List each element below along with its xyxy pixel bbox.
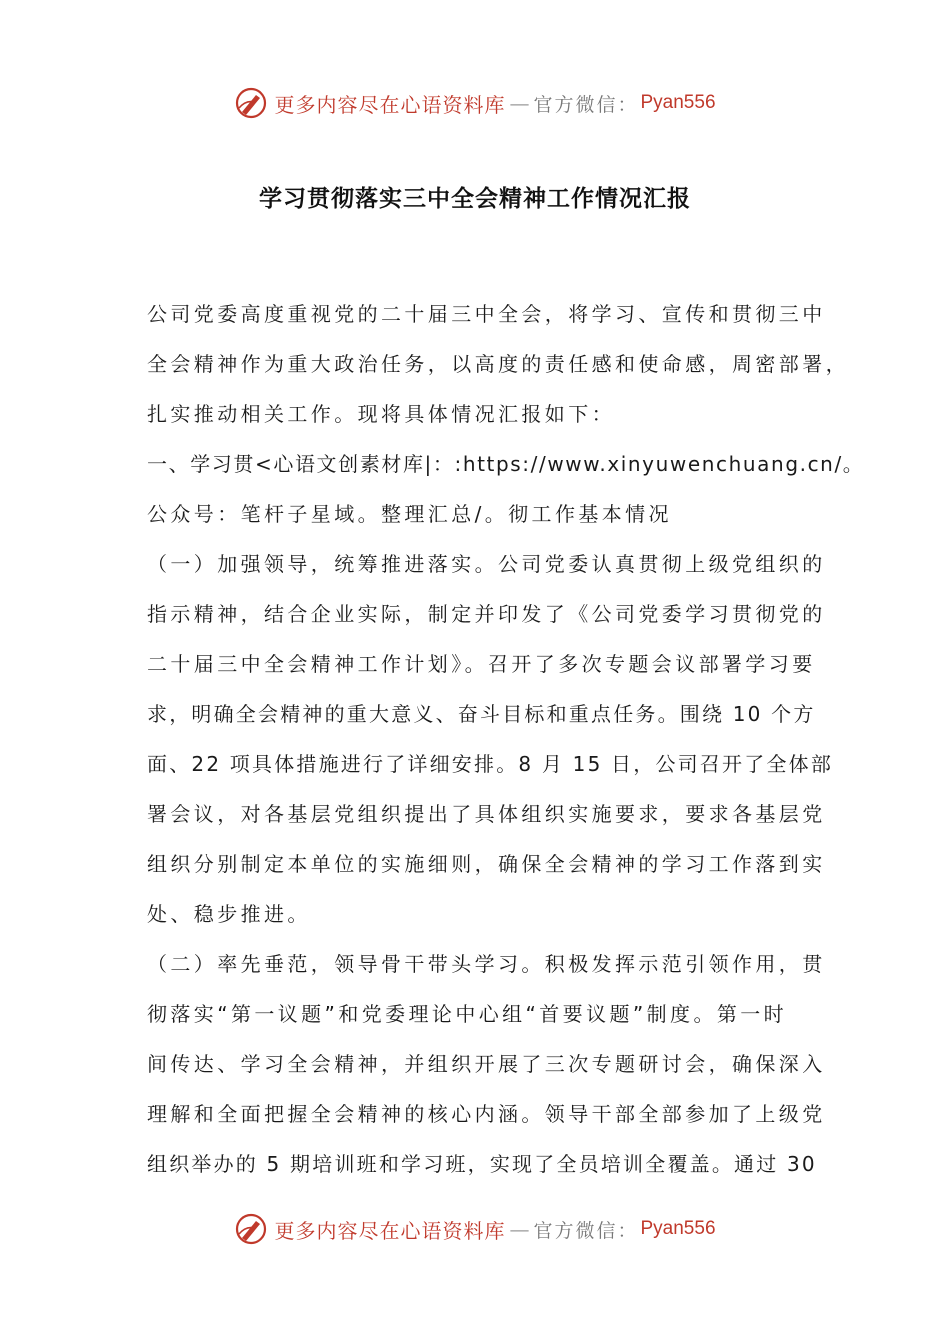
body-line: （一）加强领导，统筹推进落实。公司党委认真贯彻上级党组织的 [147, 552, 826, 576]
body-line: （二）率先垂范，领导骨干带头学习。积极发挥示范引领作用，贯 [147, 952, 826, 976]
watermark-separator: — [509, 1217, 530, 1241]
body-line: 彻落实“第一议题”和党委理论中心组“首要议题”制度。第一时 [147, 1002, 788, 1026]
body-line: 署会议，对各基层党组织提出了具体组织实施要求，要求各基层党 [147, 802, 826, 826]
watermark-account: Pyan556 [640, 92, 716, 113]
watermark-sub: 官方微信： [533, 1219, 639, 1242]
body-line: 间传达、学习全会精神，并组织开展了三次专题研讨会，确保深入 [147, 1052, 826, 1076]
pen-logo-icon [234, 1212, 268, 1246]
watermark-separator: — [509, 91, 530, 115]
body-line: 指示精神，结合企业实际，制定并印发了《公司党委学习贯彻党的 [147, 602, 826, 626]
body-line: 组织分别制定本单位的实施细则，确保全会精神的学习工作落到实 [147, 852, 826, 876]
body-line: 处、稳步推进。 [147, 902, 311, 926]
body-line: 求，明确全会精神的重大意义、奋斗目标和重点任务。围绕 10 个方 [147, 702, 816, 726]
body-line: 理解和全面把握全会精神的核心内涵。领导干部全部参加了上级党 [147, 1102, 826, 1126]
body-line: 公司党委高度重视党的二十届三中全会，将学习、宣传和贯彻三中 [147, 302, 826, 326]
body-line: 一、学习贯<心语文创素材库|：:https://www.xinyuwenchuang.cn/。 [147, 452, 865, 476]
watermark-text: 更多内容尽在心语资料库 [274, 92, 506, 117]
body-line: 面、22 项具体措施进行了详细安排。8 月 15 日，公司召开了全体部 [147, 752, 834, 776]
watermark-banner-top [0, 83, 950, 123]
pen-logo-icon [234, 86, 268, 120]
body-line: 扎实推动相关工作。现将具体情况汇报如下： [147, 402, 615, 426]
body-line: 组织举办的 5 期培训班和学习班，实现了全员培训全覆盖。通过 30 [147, 1152, 817, 1176]
watermark-sub: 官方微信： [533, 93, 639, 116]
watermark-banner-bottom [0, 1209, 950, 1249]
watermark-text: 更多内容尽在心语资料库 [274, 1218, 506, 1243]
body-line: 二十届三中全会精神工作计划》。召开了多次专题会议部署学习要 [147, 652, 816, 676]
body-line: 公众号：笔杆子星域。整理汇总/。彻工作基本情况 [147, 502, 672, 526]
document-body [147, 294, 865, 1194]
watermark-account: Pyan556 [640, 1218, 716, 1239]
body-line: 全会精神作为重大政治任务，以高度的责任感和使命感，周密部署， [147, 352, 849, 376]
document-title: 学习贯彻落实三中全会精神工作情况汇报 [259, 186, 691, 212]
